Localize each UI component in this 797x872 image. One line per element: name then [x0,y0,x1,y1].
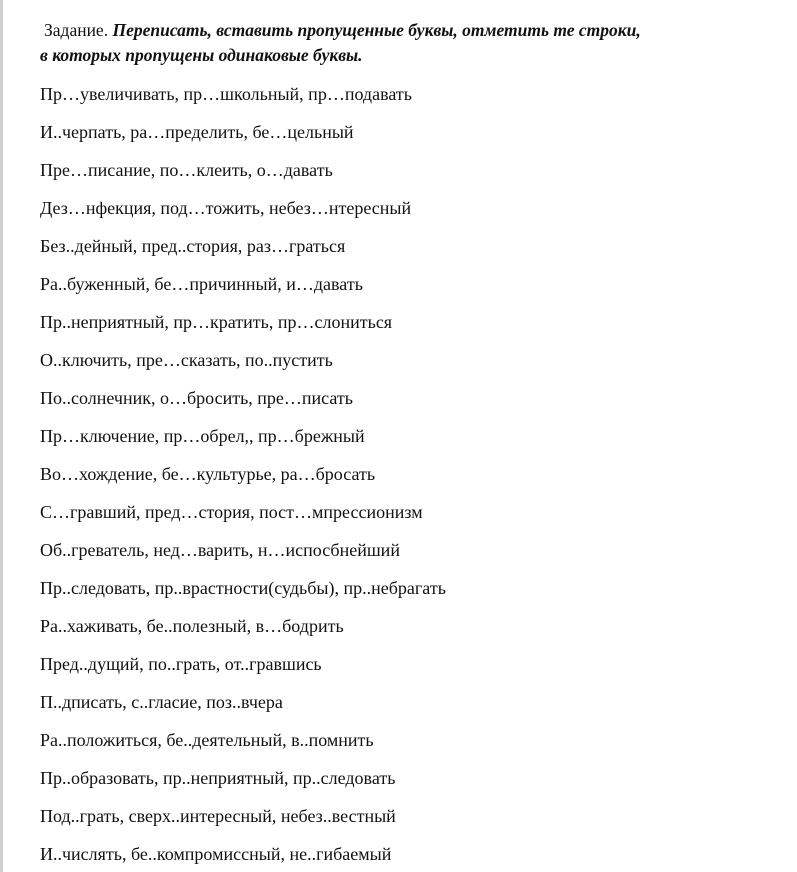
exercise-line: П..дписать, с..гласие, поз..вчера [40,692,283,712]
exercise-line: Пр..образовать, пр..неприятный, пр..следовать [40,768,396,788]
exercise-line: С…гравший, пред…стория, пост…мпрессионизм [40,502,423,522]
task-instruction-line1: Переписать, вставить пропущенные буквы, отметить те строки, [112,20,641,40]
exercise-line: Ра..положиться, бе..деятельный, в..помнить [40,730,374,750]
exercise-line: Ра..хаживать, бе..полезный, в…бодрить [40,616,344,636]
exercise-line: О..ключить, пре…сказать, по..пустить [40,350,333,370]
exercise-line: Ра..буженный, бе…причинный, и…давать [40,274,363,294]
page-edge [0,0,3,872]
task-instruction-line2: в которых пропущены одинаковые буквы. [40,45,363,65]
exercise-line: По..солнечник, о…бросить, пре…писать [40,388,353,408]
exercise-line: Дез…нфекция, под…тожить, небез…нтересный [40,198,412,218]
exercise-line: Пр…увеличивать, пр…школьный, пр…подавать [40,84,412,104]
exercise-line: Во…хождение, бе…культурье, ра…бросать [40,464,376,484]
exercise-line: Без..дейный, пред..стория, раз…граться [40,236,346,256]
exercise-line: Об..греватель, нед…варить, н…испосбнейший [40,540,400,560]
exercise-line: Пр…ключение, пр…обрел,, пр…брежный [40,426,365,446]
exercise-line: И..числять, бе..компромиссный, не..гибаемый [40,844,392,864]
exercise-line: Пр..неприятный, пр…кратить, пр…слониться [40,312,393,332]
exercise-line: И..черпать, ра…пределить, бе…цельный [40,122,354,142]
exercise-line: Под..грать, сверх..интересный, небез..вестный [40,806,396,826]
task-label: Задание. [44,20,109,40]
task-heading [40,18,760,68]
exercise-line: Пр..следовать, пр..врастности(судьбы), пр..небрагать [40,578,446,598]
exercise-line: Пре…писание, по…клеить, о…давать [40,160,333,180]
exercise-line: Пред..дущий, по..грать, от..гравшись [40,654,322,674]
